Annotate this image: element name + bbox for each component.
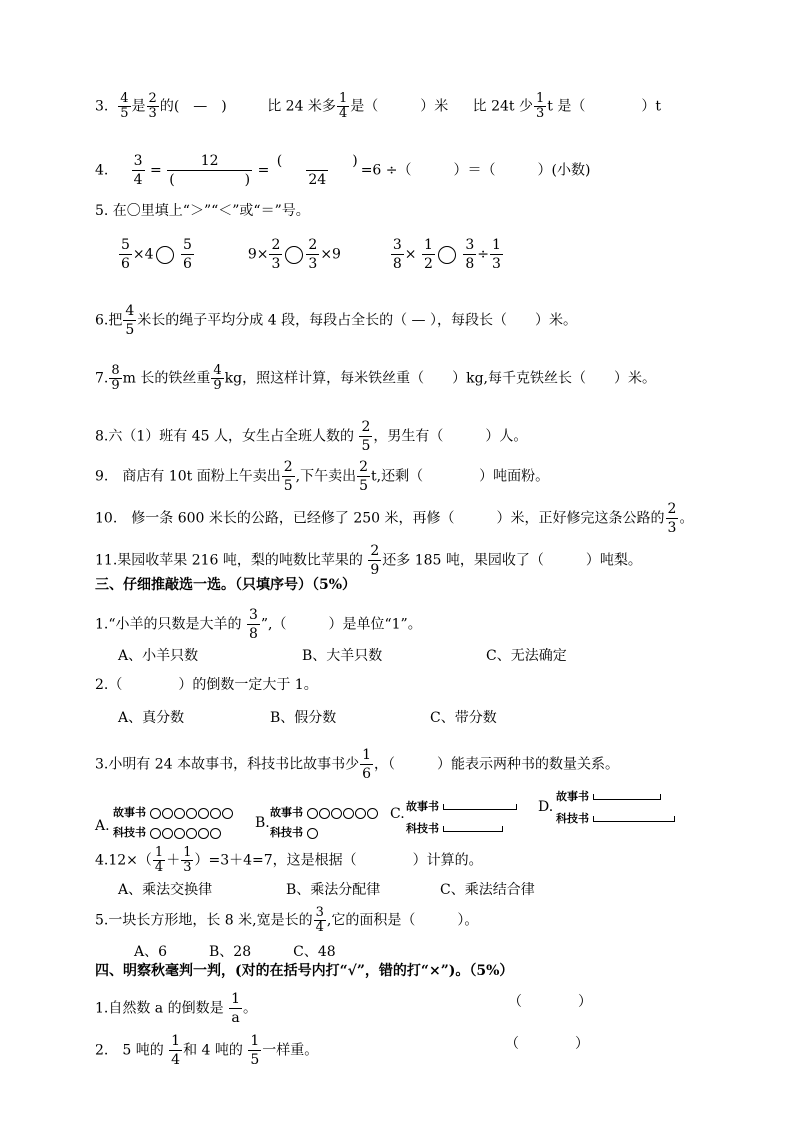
book-circle-icon xyxy=(331,808,342,819)
text: 8.六（1）班有 45 人，女生占全班人数的 xyxy=(95,428,354,445)
fraction xyxy=(422,236,435,273)
section-3-title: 三、仔细推敲选一选。（只填序号）（5%） xyxy=(95,577,357,593)
fraction-denominator: 4 xyxy=(154,860,164,875)
text: 9× xyxy=(247,246,269,263)
fraction xyxy=(229,990,242,1027)
option-c[interactable]: C、乘法结合律 xyxy=(440,882,535,898)
fraction-numerator: 2 xyxy=(361,419,371,435)
text: 7. xyxy=(95,370,109,387)
fraction-denominator: 4 xyxy=(133,172,143,188)
fraction-numerator: 1 xyxy=(231,991,240,1007)
text: ）=3＋4=7，这是根据（ ）计算的。 xyxy=(194,852,483,869)
fraction-numerator: 8 xyxy=(111,363,120,378)
fraction-denominator: 9 xyxy=(213,378,222,393)
book-circle-icon xyxy=(162,828,173,839)
fraction-numerator: 5 xyxy=(183,237,192,253)
section-4-title: 四、明察秋毫判一判，(对的在括号内打“√”，错的打“×”)。（5%） xyxy=(95,963,514,979)
fraction-numerator: 2 xyxy=(283,459,293,475)
answer-paren[interactable]: （ ） xyxy=(508,994,592,1010)
book-circle-icon xyxy=(150,808,161,819)
fraction-numerator: 1 xyxy=(536,91,545,106)
book-circle-icon xyxy=(307,808,318,819)
question-5-title: 5. 在〇里填上“＞”“＜”或“＝”号。 xyxy=(95,203,310,219)
equals-sign: = xyxy=(150,162,162,179)
compare-circle[interactable] xyxy=(285,246,303,264)
text: ”,（ ）是单位“1”。 xyxy=(260,616,422,633)
diagram-label-c[interactable]: C. xyxy=(390,806,405,822)
fraction-denominator: 3 xyxy=(271,256,281,272)
text: 5.一块长方形地，长 8 米,宽是长的 xyxy=(95,912,313,929)
text: 9. 商店有 10t 面粉上午卖出 xyxy=(95,468,281,485)
book-circle-icon xyxy=(162,808,173,819)
segment-bar xyxy=(593,816,675,822)
fraction-numerator: 1 xyxy=(338,91,348,106)
text: ×4 xyxy=(132,246,154,263)
book-circle-icon xyxy=(198,828,209,839)
text: 还多 185 吨，果园收了（ ）吨梨。 xyxy=(382,552,642,569)
compare-circle[interactable] xyxy=(156,246,174,264)
fraction xyxy=(357,458,370,495)
question-11 xyxy=(95,542,642,579)
text: ,下午卖出 xyxy=(295,468,357,485)
fraction xyxy=(490,236,503,273)
fraction-numerator: 1 xyxy=(154,845,164,860)
text: m 长的铁丝重 xyxy=(122,370,211,387)
fraction-numerator: 1 xyxy=(183,845,192,860)
text: 10. 修一条 600 米长的公路，已经修了 250 米，再修（ ）米，正好修完这条公路的 xyxy=(95,510,665,527)
fraction-denominator: 9 xyxy=(370,562,380,578)
fraction-denominator: 3 xyxy=(183,860,192,875)
choice-question-3 xyxy=(95,746,619,783)
fraction-numerator: 2 xyxy=(271,237,281,253)
fraction-numerator: 1 xyxy=(362,747,371,763)
book-circle-icon xyxy=(150,828,161,839)
segment-bar xyxy=(443,826,503,832)
fraction-numerator: 1 xyxy=(423,237,433,253)
question-10 xyxy=(95,500,693,537)
text: 3.小明有 24 本故事书，科技书比故事书少 xyxy=(95,756,360,773)
fraction-denominator: 4 xyxy=(171,1052,181,1068)
text: 是 xyxy=(131,98,146,115)
fraction-numerator: 3 xyxy=(392,237,402,253)
choice-question-1 xyxy=(95,606,422,643)
fraction-numerator: 3 xyxy=(315,905,324,920)
fraction xyxy=(666,500,679,537)
question-number: 4. xyxy=(95,162,109,179)
fraction-numerator: 3 xyxy=(465,237,475,253)
compare-circle[interactable] xyxy=(438,246,456,264)
tech-book-label: 科技书 xyxy=(556,812,589,825)
fraction-numerator: 3 xyxy=(248,607,258,623)
fraction xyxy=(167,152,252,189)
text: t,还剩（ ）吨面粉。 xyxy=(371,468,550,485)
fraction-denominator: 5 xyxy=(250,1052,260,1068)
diagram-d xyxy=(556,790,675,826)
fraction-numerator: 2 xyxy=(359,459,368,475)
answer-paren[interactable]: （ ） xyxy=(505,1036,589,1052)
choice-5-options[interactable]: A、6 B、28 C、48 xyxy=(134,944,336,960)
fraction-denominator: 2 xyxy=(423,256,433,272)
fraction-numerator: 2 xyxy=(370,543,380,559)
segment-bar xyxy=(443,804,517,810)
book-circle-icon xyxy=(367,808,378,819)
fraction-numerator: 2 xyxy=(308,237,318,253)
fraction xyxy=(534,92,546,121)
fraction-denominator: 5 xyxy=(359,478,368,494)
book-circle-icon xyxy=(210,808,221,819)
tech-book-label: 科技书 xyxy=(113,826,146,839)
text: kg，照这样计算，每米铁丝重（ ）kg,每千克铁丝长（ ）米。 xyxy=(224,370,656,387)
fraction xyxy=(132,152,145,189)
book-circle-icon xyxy=(355,808,366,819)
option-b[interactable]: B、大羊只数 xyxy=(302,648,383,664)
text: 一样重。 xyxy=(262,1042,319,1059)
text: 4.12×（ xyxy=(95,852,152,869)
fraction-numerator: 5 xyxy=(121,237,130,253)
fraction xyxy=(282,458,295,495)
option-b[interactable]: B、乘法分配律 xyxy=(286,882,381,898)
fraction xyxy=(109,364,121,393)
fraction-numerator: 4 xyxy=(213,363,222,378)
book-circle-icon xyxy=(174,828,185,839)
equals-sign: = xyxy=(257,162,270,179)
text: × xyxy=(404,246,417,263)
option-a[interactable]: A、乘法交换律 xyxy=(118,882,213,898)
option-a[interactable]: A、真分数 xyxy=(118,710,185,726)
text: ÷ xyxy=(477,246,490,263)
fraction xyxy=(360,746,373,783)
fraction xyxy=(169,1032,182,1069)
fraction-denominator: 8 xyxy=(465,256,475,272)
fraction-numerator: 2 xyxy=(667,501,677,517)
fraction xyxy=(248,1032,261,1069)
text: 。 xyxy=(679,510,694,527)
question-3 xyxy=(95,92,661,121)
text: =6 ÷（ ）＝（ ）(小数) xyxy=(360,162,591,179)
choice-question-2: 2.（ ）的倒数一定大于 1。 xyxy=(95,677,318,693)
text: 11.果园收苹果 216 吨，梨的吨数比苹果的 xyxy=(95,552,363,569)
fraction-numerator: 3 xyxy=(133,153,143,169)
text: 1.自然数 a 的倒数是 xyxy=(95,1000,224,1017)
fraction xyxy=(337,92,349,121)
fraction-numerator: 1 xyxy=(250,1033,260,1049)
fraction xyxy=(275,152,360,189)
fraction xyxy=(118,92,130,121)
text: 比 24t 少 xyxy=(472,98,534,115)
fraction-denominator: 4 xyxy=(338,106,348,121)
book-circle-icon xyxy=(343,808,354,819)
diagram-c xyxy=(406,800,517,836)
fraction-denominator: 3 xyxy=(148,106,157,121)
fraction-numerator: 1 xyxy=(492,237,501,253)
text: ,它的面积是（ ）。 xyxy=(326,912,479,929)
fraction-denominator: 5 xyxy=(361,438,371,454)
fraction xyxy=(119,236,132,273)
book-circle-icon xyxy=(174,808,185,819)
story-book-label: 故事书 xyxy=(406,800,439,813)
text: 比 24 米多 xyxy=(267,98,336,115)
fraction-denominator: 6 xyxy=(362,766,371,782)
answer-blank: t 是（ ）t xyxy=(547,98,661,115)
fraction-denominator: 5 xyxy=(120,106,129,121)
fraction-denominator: 5 xyxy=(125,322,135,338)
fraction-denominator: 5 xyxy=(283,478,293,494)
fraction xyxy=(314,906,326,935)
fraction-denominator: 4 xyxy=(315,920,324,935)
fraction-denominator: 8 xyxy=(248,626,258,642)
option-a[interactable]: A、小羊只数 xyxy=(118,648,199,664)
diagram-label-d[interactable]: D. xyxy=(538,799,554,815)
fraction-denominator: 6 xyxy=(121,256,130,272)
text: 米长的绳子平均分成 4 段，每段占全长的（ — ），每段长（ ）米。 xyxy=(137,312,577,329)
fraction-denominator: 3 xyxy=(492,256,501,272)
fraction xyxy=(123,302,136,339)
book-circle-icon xyxy=(222,808,233,819)
question-6 xyxy=(95,302,577,339)
text: ，男生有（ ）人。 xyxy=(373,428,528,445)
story-book-label: 故事书 xyxy=(270,806,303,819)
fraction xyxy=(181,236,194,273)
fraction-denominator: 24 xyxy=(308,172,327,188)
text: ×9 xyxy=(320,246,341,263)
fraction-numerator: 12 xyxy=(200,153,219,169)
text: 2. 5 吨的 xyxy=(95,1042,164,1059)
fraction-denominator: 3 xyxy=(308,256,318,272)
fraction xyxy=(247,606,260,643)
segment-bar xyxy=(593,794,661,800)
book-circle-icon xyxy=(210,828,221,839)
fraction-numerator: 4 xyxy=(120,91,129,106)
fraction-denominator: 3 xyxy=(667,520,677,536)
fraction-denominator: 3 xyxy=(536,106,545,121)
text: 1.“小羊的只数是大羊的 xyxy=(95,616,242,633)
plus-sign: ＋ xyxy=(166,852,181,869)
fraction xyxy=(147,92,159,121)
text: 。 xyxy=(242,1000,257,1017)
text: 和 4 吨的 xyxy=(183,1042,243,1059)
fraction xyxy=(153,846,165,875)
question-8 xyxy=(95,418,527,455)
fraction-numerator: 2 xyxy=(148,91,157,106)
text: ，（ ）能表示两种书的数量关系。 xyxy=(374,756,619,773)
answer-blank: 的( — ) xyxy=(159,98,227,115)
option-c[interactable]: C、带分数 xyxy=(430,710,497,726)
fraction-denominator: 9 xyxy=(111,378,120,393)
fraction-denominator: ( ) xyxy=(169,172,251,188)
fraction xyxy=(368,542,381,579)
diagram-label-b[interactable]: B. xyxy=(255,815,270,831)
option-b[interactable]: B、假分数 xyxy=(270,710,337,726)
tech-book-label: 科技书 xyxy=(270,826,303,839)
fraction xyxy=(306,236,319,273)
story-book-label: 故事书 xyxy=(113,806,146,819)
tech-book-label: 科技书 xyxy=(406,822,439,835)
question-number: 3. xyxy=(95,98,109,115)
diagram-label-a[interactable]: A. xyxy=(95,818,110,834)
question-5-comparisons xyxy=(118,236,504,273)
book-circle-icon xyxy=(198,808,209,819)
diagram-a xyxy=(113,806,234,840)
fraction-numerator: 1 xyxy=(171,1033,181,1049)
book-circle-icon xyxy=(186,828,197,839)
fraction xyxy=(181,846,193,875)
fraction xyxy=(359,418,372,455)
fraction-denominator: 6 xyxy=(183,256,192,272)
answer-blank: 是（ ）米 xyxy=(350,98,449,115)
fraction xyxy=(211,364,223,393)
fraction-denominator: 8 xyxy=(392,256,402,272)
diagram-b xyxy=(270,806,379,840)
fraction-numerator: 4 xyxy=(125,303,135,319)
text: 6.把 xyxy=(95,312,123,329)
fraction xyxy=(463,236,476,273)
story-book-label: 故事书 xyxy=(556,790,589,803)
choice-question-5 xyxy=(95,906,478,935)
book-circle-icon xyxy=(186,808,197,819)
question-7 xyxy=(95,364,656,393)
question-9 xyxy=(95,458,549,495)
judge-question-2 xyxy=(95,1032,318,1069)
option-c[interactable]: C、无法确定 xyxy=(486,648,567,664)
fraction-denominator: a xyxy=(231,1010,240,1026)
question-4 xyxy=(95,152,590,189)
judge-question-1 xyxy=(95,990,257,1027)
book-circle-icon xyxy=(319,808,330,819)
fraction xyxy=(391,236,404,273)
fraction xyxy=(269,236,282,273)
book-circle-icon xyxy=(307,828,318,839)
fraction-numerator: ( ) xyxy=(276,153,358,169)
choice-question-4 xyxy=(95,846,483,875)
